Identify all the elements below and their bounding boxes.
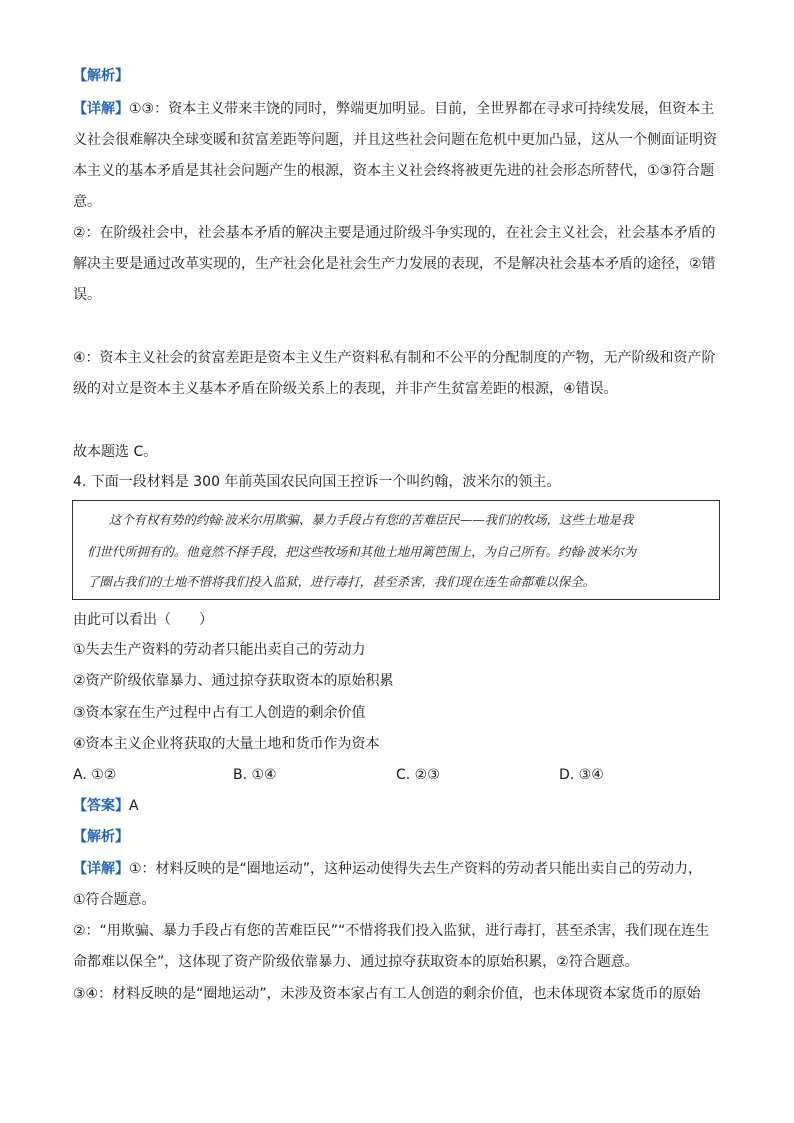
option-b: B. ①④ (233, 767, 277, 783)
conclusion-line: 故本题选 C。 (73, 444, 158, 460)
analysis-line: ①符合题意。 (73, 892, 156, 908)
analysis-line: ③④：材料反映的是“圈地运动”，未涉及资本家占有工人创造的剩余价值，也未体现资本家货币的原始 (73, 986, 701, 1002)
question-stem: 4. 下面一段材料是 300 年前英国农民向国王控诉一个叫约翰，波米尔的领主。 (73, 474, 561, 490)
question-prompt: 由此可以看出（ ） (73, 612, 213, 628)
analysis-line: 意。 (73, 194, 101, 210)
analysis-line: ④：资本主义社会的贫富差距是资本主义生产资料私有制和不公平的分配制度的产物，无产阶级和资产阶 (73, 350, 716, 366)
answer-heading: 【答案】 (73, 798, 129, 814)
option-c: C. ②③ (396, 767, 440, 783)
analysis-line: 级的对立是资本主义基本矛盾在阶级关系上的表现，并非产生贫富差距的根源，④错误。 (73, 381, 618, 397)
analysis-line: 解决主要是通过改革实现的，生产社会化是社会生产力发展的表现，不是解决社会基本矛盾的途径，②错 (73, 256, 716, 272)
analysis-line: ②：“用欺骗、暴力手段占有您的苦难臣民”“不惜将我们投入监狱，进行毒打，甚至杀害，我们现在连生 (73, 923, 710, 939)
material-box (72, 500, 720, 600)
analysis-heading: 【解析】 (73, 829, 129, 845)
statement-item: ④资本主义企业将获取的大量土地和货币作为资本 (73, 736, 380, 752)
option-d: D. ③④ (559, 767, 604, 783)
analysis-heading: 【解析】 (73, 68, 129, 84)
analysis-line: 命都难以保全”，这体现了资产阶级依靠暴力、通过掠夺获取资本的原始积累，②符合题意。 (73, 954, 639, 970)
analysis-line (73, 99, 714, 119)
statement-item: ③资本家在生产过程中占有工人创造的剩余价值 (73, 705, 366, 721)
detail-heading: 【详解】 (73, 101, 129, 117)
answer-value: A (129, 798, 139, 814)
detail-heading: 【详解】 (73, 861, 129, 877)
analysis-line: 误。 (73, 287, 101, 303)
analysis-line: 本主义的基本矛盾是其社会问题产生的根源，资本主义社会终将被更先进的社会形态所替代，①③符合题 (73, 163, 715, 179)
material-line: 们世代所拥有的。他竟然不择手段，把这些牧场和其他土地用篱笆围上，为自己所有。约翰·波米尔为 (87, 544, 637, 559)
statement-item: ①失去生产资料的劳动者只能出卖自己的劳动力 (73, 642, 366, 658)
analysis-line (73, 859, 702, 879)
statement-item: ②资产阶级依靠暴力、通过掠夺获取资本的原始积累 (73, 673, 394, 689)
analysis-line: 义社会很难解决全球变暖和贫富差距等问题，并且这些社会问题在危机中更加凸显，这从一个侧面证明资 (73, 132, 717, 148)
analysis-text: ①③：资本主义带来丰饶的同时，弊端更加明显。目前，全世界都在寻求可持续发展，但资本主 (129, 101, 715, 117)
option-a: A. ①② (73, 767, 117, 783)
material-line: 了圈占我们的土地不惜将我们投入监狱，进行毒打，甚至杀害，我们现在连生命都难以保全。 (87, 574, 596, 589)
material-line: 这个有权有势的约翰·波米尔用欺骗、暴力手段占有您的苦难臣民——我们的牧场，这些土地是我 (109, 512, 634, 527)
answer-line (73, 796, 139, 816)
analysis-text: ①：材料反映的是“圈地运动”，这种运动使得失去生产资料的劳动者只能出卖自己的劳动力， (129, 861, 703, 877)
analysis-line: ②：在阶级社会中，社会基本矛盾的解决主要是通过阶级斗争实现的，在社会主义社会，社会基本矛盾的 (73, 225, 716, 241)
